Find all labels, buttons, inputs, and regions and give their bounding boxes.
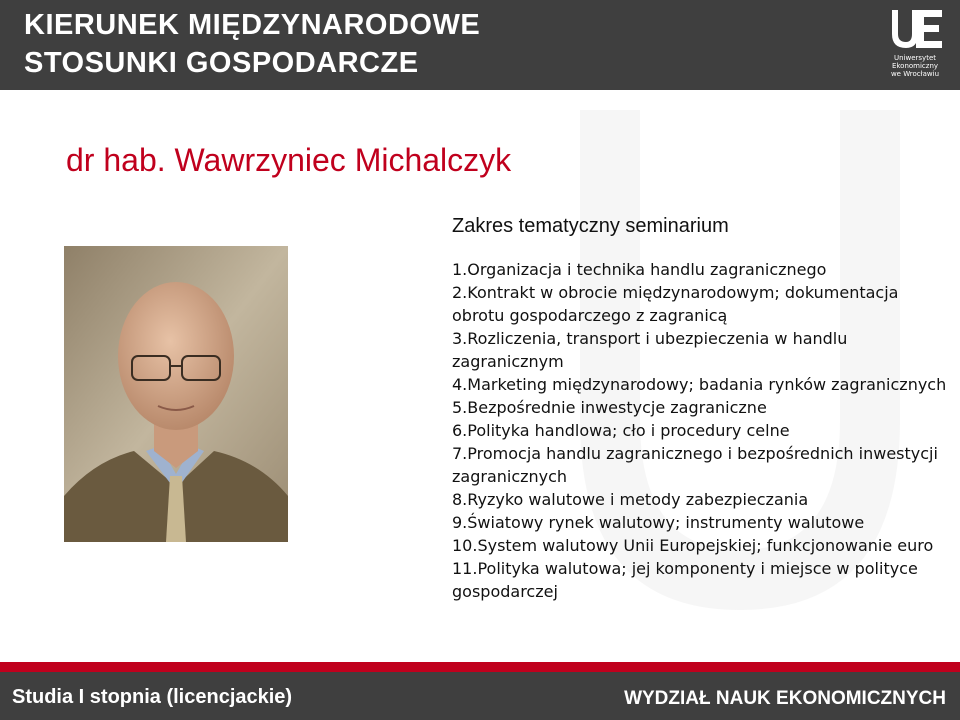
faculty-label: WYDZIAŁ NAUK EKONOMICZNYCH <box>624 688 946 709</box>
list-item: 5.Bezpośrednie inwestycje zagraniczne <box>452 398 767 417</box>
list-item: 11.Polityka walutowa; jej komponenty i miejsce w polityce gospodarczej <box>452 559 918 601</box>
header-bar <box>0 0 960 90</box>
logo-wordmark: Uniwersytet Ekonomiczny we Wrocławiu <box>890 54 940 78</box>
program-title-line-1: KIERUNEK MIĘDZYNARODOWE <box>24 9 481 41</box>
program-title <box>24 6 644 82</box>
university-logo <box>880 4 950 86</box>
portrait-image <box>64 246 288 542</box>
speaker-photo <box>64 246 288 542</box>
study-level-label: Studia I stopnia (licencjackie) <box>12 686 293 708</box>
program-title-line-2: STOSUNKI GOSPODARCZE <box>24 47 419 79</box>
speaker-name: dr hab. Wawrzyniec Michalczyk <box>66 142 512 178</box>
list-item: 2.Kontrakt w obrocie międzynarodowym; dokumentacja obrotu gospodarczego z zagranicą <box>452 283 899 325</box>
list-item: 4.Marketing międzynarodowy; badania rynków zagranicznych <box>452 375 947 394</box>
topic-list <box>452 258 952 603</box>
list-item: 1.Organizacja i technika handlu zagranicznego <box>452 260 827 279</box>
footer-bar <box>0 672 960 720</box>
list-item: 9.Światowy rynek walutowy; instrumenty walutowe <box>452 513 865 532</box>
seminar-heading: Zakres tematyczny seminarium <box>452 215 729 237</box>
ue-logo-icon <box>886 6 946 52</box>
list-item: 10.System walutowy Unii Europejskiej; funkcjonowanie euro <box>452 536 934 555</box>
list-item: 8.Ryzyko walutowe i metody zabezpieczania <box>452 490 809 509</box>
list-item: 6.Polityka handlowa; cło i procedury celne <box>452 421 790 440</box>
list-item: 7.Promocja handlu zagranicznego i bezpośrednich inwestycji zagranicznych <box>452 444 938 486</box>
footer-accent-stripe <box>0 662 960 672</box>
list-item: 3.Rozliczenia, transport i ubezpieczenia w handlu zagranicznym <box>452 329 848 371</box>
